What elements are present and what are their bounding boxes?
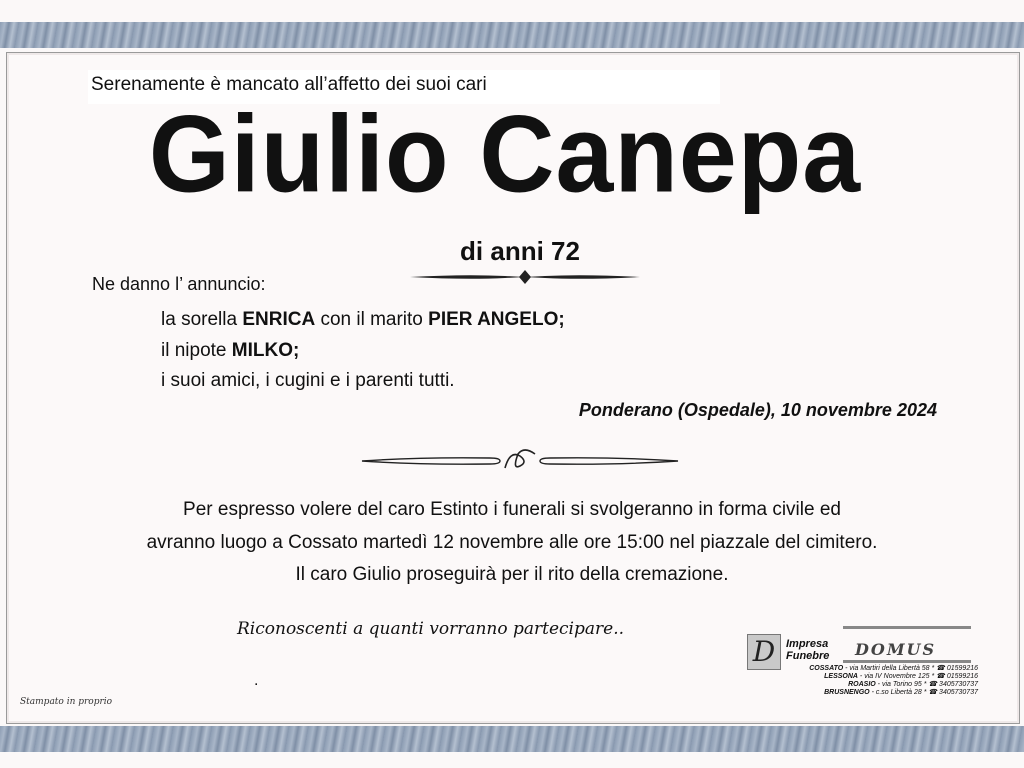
relative-name: PIER ANGELO; [428,309,565,330]
address-line [783,681,978,689]
logo-stripe [843,660,971,663]
logo-addresses [783,665,978,697]
logo-brand: DOMUS [855,640,937,659]
bottom-decorative-border [0,726,1024,752]
logo-impresa-word: Impresa [786,638,829,650]
address-detail: - via IV Novembre 125 * ☎ 01599216 [857,673,978,680]
printed-note: Stampato in proprio [20,697,113,707]
relative-prefix: la sorella [161,309,243,330]
address-town: COSSATO [809,665,844,672]
funeral-text-line: avranno luogo a Cossato martedì 12 novembre alle ore 15:00 nel piazzale del cimitero. [146,532,878,553]
funeral-home-logo [743,620,978,700]
funeral-text-line: Per espresso volere del caro Estinto i funerali si svolgeranno in forma civile ed [183,499,841,520]
address-line [783,689,978,697]
address-line [783,673,978,681]
announcement-label: Ne danno l’ annuncio: [92,274,266,294]
place-date: Ponderano (Ospedale), 10 novembre 2024 [578,400,937,420]
address-town: LESSONA [824,673,858,680]
top-decorative-border [0,22,1024,48]
logo-impresa [786,638,829,662]
flourish-divider-icon [360,448,680,474]
relative-line [161,309,565,331]
relative-line: i suoi amici, i cugini e i parenti tutti. [161,370,455,391]
relative-line [161,340,299,362]
logo-stripe [843,626,971,629]
address-town: BRUSNENGO [824,689,870,696]
logo-funebre-word: Funebre [786,650,830,662]
address-detail: - via Martiri della Libertà 58 * ☎ 01599216 [843,665,978,672]
relative-middle: con il marito [315,309,429,330]
thanks-text: Riconoscenti a quanti vorranno partecipare.. [237,619,624,639]
dot-mark: . [254,672,259,689]
funeral-text-line: Il caro Giulio proseguirà per il rito della cremazione. [295,564,729,585]
address-town: ROASIO [848,681,876,688]
address-detail: - c.so Libertà 28 * ☎ 3405730737 [869,689,978,696]
address-detail: - via Torino 95 * ☎ 3405730737 [875,681,978,688]
relative-prefix: il nipote [161,340,232,361]
intro-text: Serenamente è mancato all’affetto dei suoi cari [88,70,720,104]
age-text: di anni 72 [460,236,580,266]
address-line [783,665,978,673]
logo-letter: D [747,634,781,670]
relative-name: MILKO; [231,340,300,361]
deceased-name: Giulio Canepa [148,94,862,216]
ornament-divider-icon [410,268,640,286]
relative-name: ENRICA [242,309,316,330]
